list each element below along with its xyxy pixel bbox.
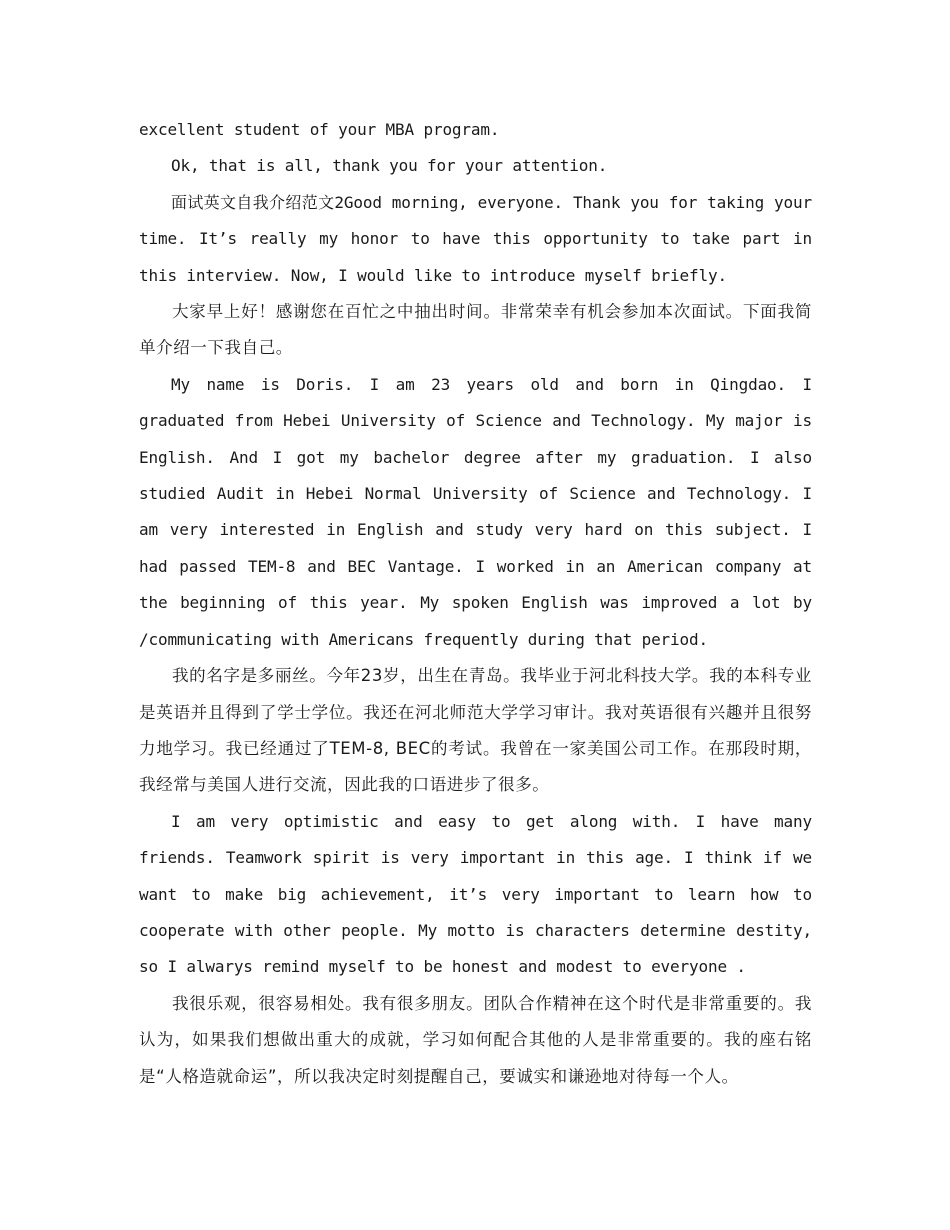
paragraph-personality-en: I am very optimistic and easy to get along with. I have many friends. Teamwork spirit is very important in this age. I think if we want to make big achievement, it’s very important to learn how to cooperate with other people. My motto is characters determine destity, so I alwarys remind myself to be honest and modest to everyone .	[139, 811, 812, 977]
paragraph-thanks: Ok, that is all, thank you for your attention.	[171, 156, 608, 176]
paragraph-background-en: My name is Doris. I am 23 years old and born in Qingdao. I graduated from Hebei University of Science and Technology. My major is English. And I got my bachelor degree after my graduation. I also studied Audit in Hebei Normal University of Science and Technology. I am very interested in English and study very hard on this subject. I had passed TEM-8 and BEC Vantage. I worked in an American company at the beginning of this year. My spoken English was improved a lot by /communicating with Americans frequently during that period.	[139, 374, 812, 649]
document-body	[139, 112, 812, 1095]
paragraph-sample2-intro-en: 面试英文自我介绍范文2Good morning, everyone. Thank you for taking your time. It’s really my honor to have this opportunity to take part in this interview. Now, I would like to introduce myself briefly.	[139, 192, 812, 285]
paragraph-background-cn: 我的名字是多丽丝。今年23岁，出生在青岛。我毕业于河北科技大学。我的本科专业是英语并且得到了学士学位。我还在河北师范大学学习审计。我对英语很有兴趣并且很努力地学习。我已经通过了TEM-8, BEC的考试。我曾在一家美国公司工作。在那段时期，我经常与美国人进行交流，因此我的口语进步了很多。	[139, 666, 812, 795]
paragraph-personality-cn: 我很乐观，很容易相处。我有很多朋友。团队合作精神在这个时代是非常重要的。我认为，如果我们想做出重大的成就，学习如何配合其他的人是非常重要的。我的座右铭是“人格造就命运”，所以我决定时刻提醒自己，要诚实和谦逊地对待每一个人。	[139, 993, 812, 1086]
paragraph-sample2-intro-cn: 大家早上好！感谢您在百忙之中抽出时间。非常荣幸有机会参加本次面试。下面我简单介绍一下我自己。	[139, 302, 812, 358]
paragraph-mba-closing: excellent student of your MBA program.	[139, 120, 500, 139]
